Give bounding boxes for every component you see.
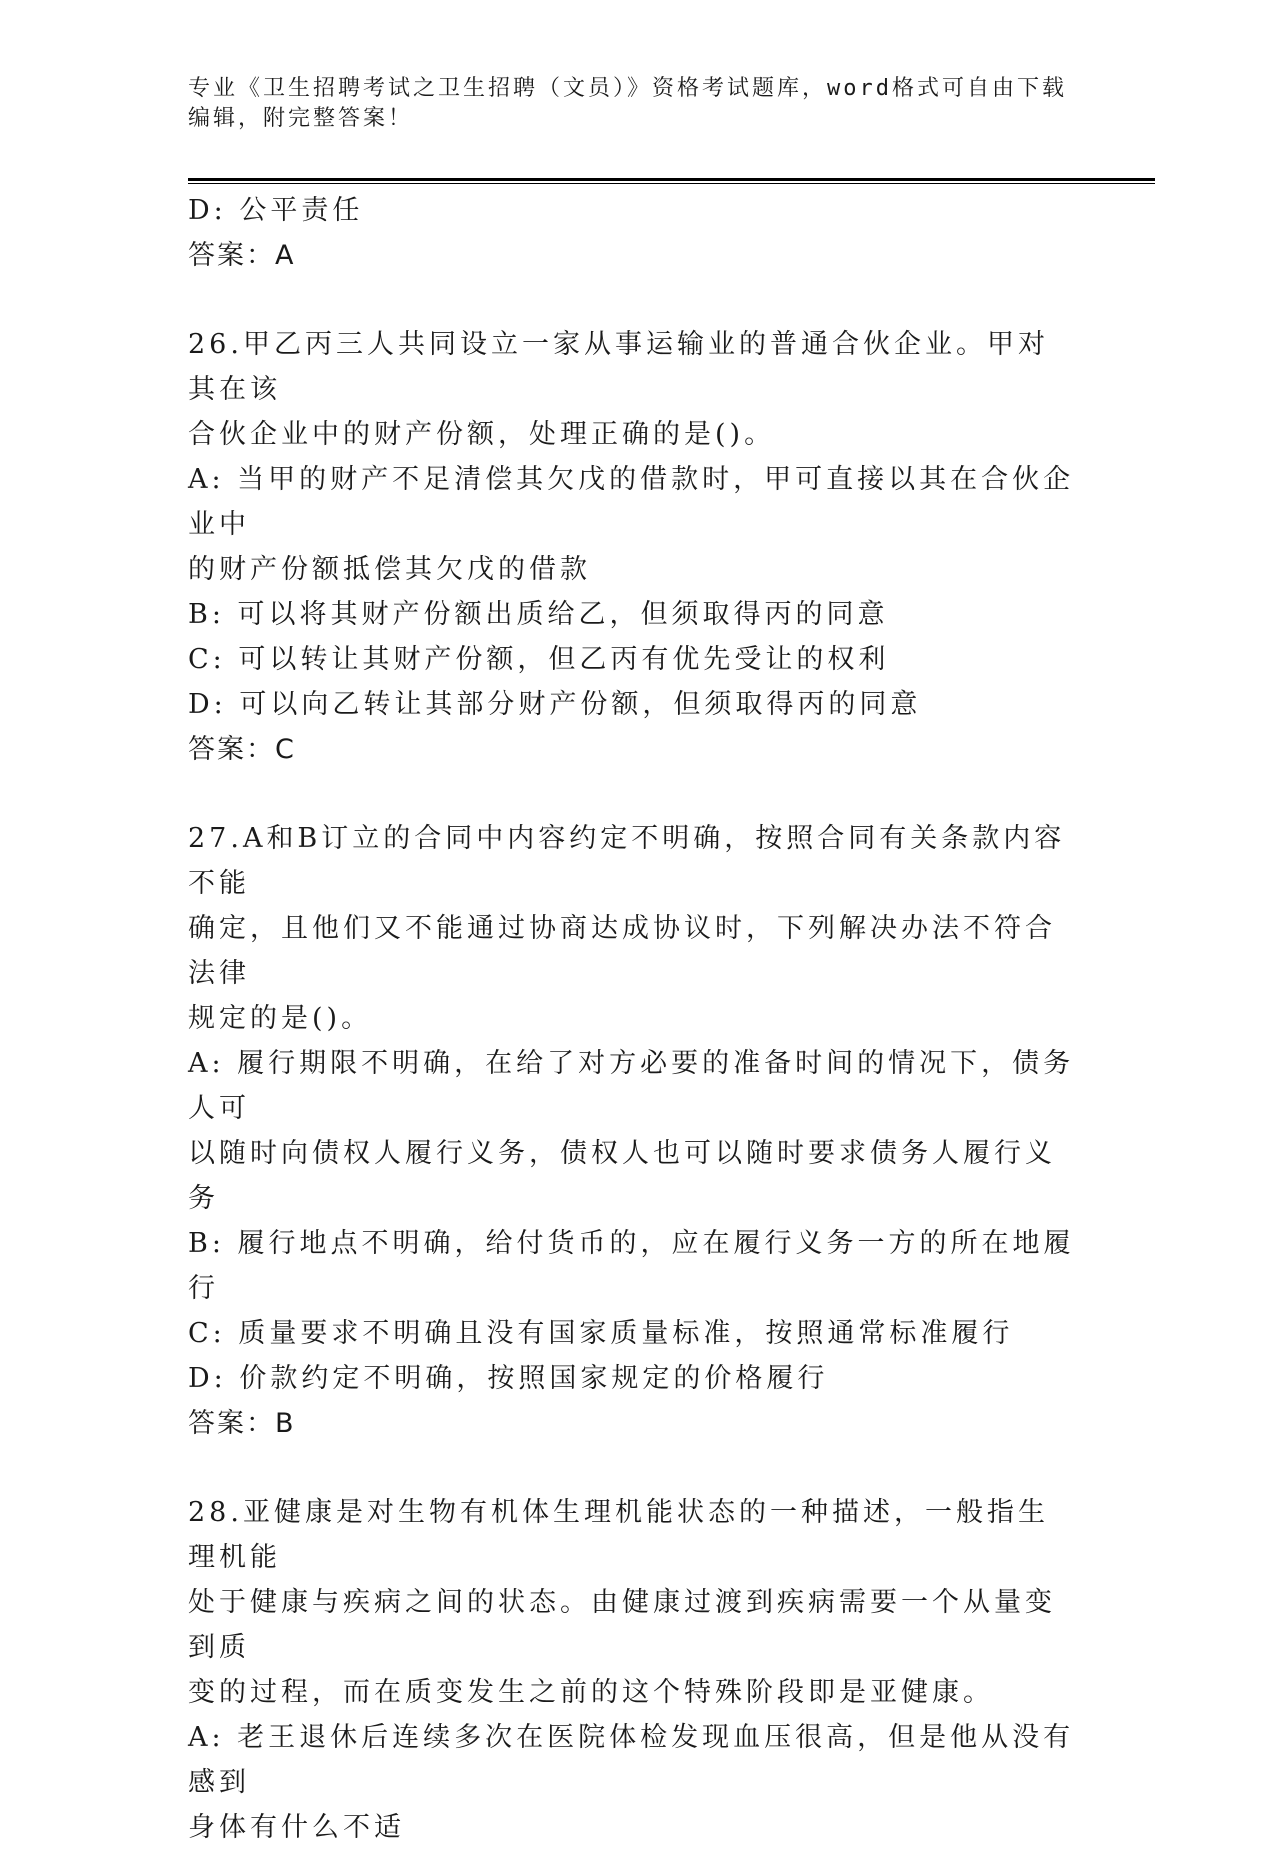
header-line-1: 专业《卫生招聘考试之卫生招聘（文员）》资格考试题库，word格式可自由下载 (188, 76, 1067, 101)
question-stem-line: 合伙企业中的财产份额，处理正确的是()。 (188, 419, 776, 450)
option-c: C: 质量要求不明确且没有国家质量标准，按照通常标准履行 (188, 1318, 1014, 1349)
header-line-2: 编辑，附完整答案！ (188, 106, 414, 131)
header-rule-thick (188, 178, 1155, 181)
option-d: D: 公平责任 (188, 195, 364, 226)
spacer (188, 1446, 1078, 1490)
question-stem-line: 处于健康与疾病之间的状态。由健康过渡到疾病需要一个从量变到质 (188, 1587, 1056, 1663)
question-stem-line: 28.亚健康是对生物有机体生理机能状态的一种描述，一般指生理机能 (188, 1497, 1049, 1573)
option-a: A: 当甲的财产不足清偿其欠戊的借款时，甲可直接以其在合伙企业中 (188, 464, 1075, 540)
spacer (188, 772, 1078, 816)
question-stem-line: 26.甲乙丙三人共同设立一家从事运输业的普通合伙企业。甲对其在该 (188, 329, 1049, 405)
answer-line: 答案：C (188, 734, 296, 765)
option-a-continued: 的财产份额抵偿其欠戊的借款 (188, 554, 591, 585)
option-b: B: 可以将其财产份额出质给乙，但须取得丙的同意 (188, 599, 889, 630)
question-28 (188, 1490, 1078, 1850)
spacer (188, 278, 1078, 322)
option-a-continued: 以随时向债权人履行义务，债权人也可以随时要求债务人履行义务 (188, 1138, 1056, 1214)
option-d: D: 可以向乙转让其部分财产份额，但须取得丙的同意 (188, 689, 922, 720)
question-26 (188, 322, 1078, 772)
question-stem-line: 规定的是()。 (188, 1003, 373, 1034)
option-a-continued: 身体有什么不适 (188, 1812, 405, 1843)
option-d: D: 价款约定不明确，按照国家规定的价格履行 (188, 1363, 829, 1394)
document-body (188, 188, 1078, 1850)
question-stem-line: 27.A和B订立的合同中内容约定不明确，按照合同有关条款内容不能 (188, 823, 1066, 899)
question-stem-line: 变的过程，而在质变发生之前的这个特殊阶段即是亚健康。 (188, 1677, 994, 1708)
question-27 (188, 816, 1078, 1446)
answer-line: 答案：B (188, 1408, 296, 1439)
document-header (188, 74, 1068, 134)
option-c: C: 可以转让其财产份额，但乙丙有优先受让的权利 (188, 644, 890, 675)
answer-line: 答案：A (188, 240, 296, 271)
question-stem-line: 确定，且他们又不能通过协商达成协议时，下列解决办法不符合法律 (188, 913, 1056, 989)
option-a: A: 老王退休后连续多次在医院体检发现血压很高，但是他从没有感到 (188, 1722, 1075, 1798)
header-rule-thin (188, 183, 1155, 184)
option-b: B: 履行地点不明确，给付货币的，应在履行义务一方的所在地履行 (188, 1228, 1075, 1304)
option-a: A: 履行期限不明确，在给了对方必要的准备时间的情况下，债务人可 (188, 1048, 1075, 1124)
